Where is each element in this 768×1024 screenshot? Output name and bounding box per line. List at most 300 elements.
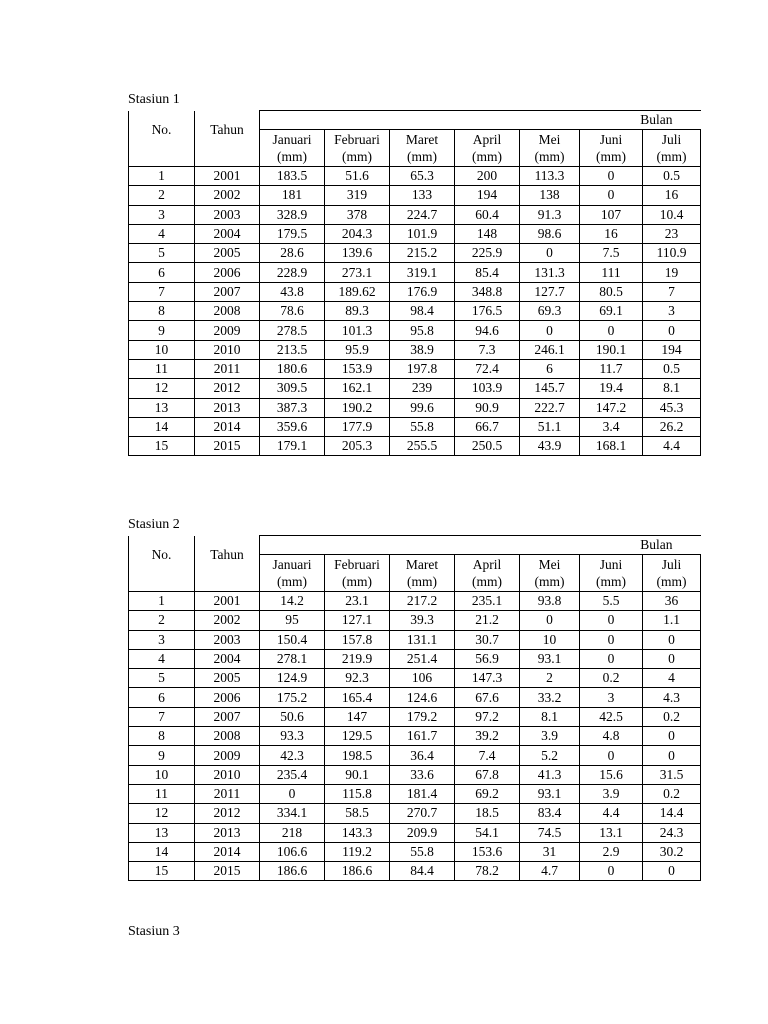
table-row (129, 707, 701, 726)
table-cell: 179.2 (390, 707, 455, 726)
table-cell: 0 (580, 649, 643, 668)
month-name: Maret (405, 132, 439, 147)
table-cell: 58.5 (325, 804, 390, 823)
table-row (129, 340, 701, 359)
table-cell: 78.6 (260, 302, 325, 321)
table-cell: 90.1 (325, 765, 390, 784)
table-cell: 5.2 (520, 746, 580, 765)
table-cell: 165.4 (325, 688, 390, 707)
table-cell: 93.1 (520, 784, 580, 803)
table-cell: 10 (520, 630, 580, 649)
header-no: No. (129, 536, 195, 592)
table-body (129, 167, 701, 456)
table-cell: 56.9 (455, 649, 520, 668)
table-cell: 36.4 (390, 746, 455, 765)
table-cell: 0.5 (643, 359, 701, 378)
table-cell: 2003 (195, 205, 260, 224)
table-cell: 2010 (195, 340, 260, 359)
table-cell: 55.8 (390, 417, 455, 436)
table-cell: 4.3 (643, 688, 701, 707)
table-cell: 7.3 (455, 340, 520, 359)
table-row (129, 437, 701, 456)
table-cell: 153.6 (455, 842, 520, 861)
table-cell: 9 (129, 321, 195, 340)
table-cell: 215.2 (390, 244, 455, 263)
table-cell: 359.6 (260, 417, 325, 436)
table-cell: 194 (643, 340, 701, 359)
table-cell: 33.2 (520, 688, 580, 707)
table-cell: 2011 (195, 784, 260, 803)
table-cell: 113.3 (520, 167, 580, 186)
table-cell: 7 (129, 707, 195, 726)
table-cell: 10 (129, 340, 195, 359)
table-cell: 54.1 (455, 823, 520, 842)
table-cell: 0.2 (643, 707, 701, 726)
table-row (129, 727, 701, 746)
table-cell: 92.3 (325, 669, 390, 688)
table-cell: 0 (643, 649, 701, 668)
table-cell: 14.2 (260, 592, 325, 611)
table-cell: 78.2 (455, 862, 520, 881)
table-cell: 1.1 (643, 611, 701, 630)
table-cell: 147.2 (580, 398, 643, 417)
table-row (129, 765, 701, 784)
table-cell: 12 (129, 804, 195, 823)
table-cell: 204.3 (325, 224, 390, 243)
month-name: April (472, 132, 502, 147)
table-row (129, 823, 701, 842)
table-cell: 23.1 (325, 592, 390, 611)
table-cell: 13 (129, 823, 195, 842)
table-cell: 91.3 (520, 205, 580, 224)
table-cell: 190.1 (580, 340, 643, 359)
table-cell: 115.8 (325, 784, 390, 803)
table-cell: 218 (260, 823, 325, 842)
header-month (643, 130, 701, 167)
table-cell: 2005 (195, 244, 260, 263)
table-cell: 101.3 (325, 321, 390, 340)
table-row (129, 186, 701, 205)
table-cell: 0 (580, 167, 643, 186)
table-cell: 36 (643, 592, 701, 611)
table-cell: 235.4 (260, 765, 325, 784)
table-cell: 124.9 (260, 669, 325, 688)
table-cell: 176.5 (455, 302, 520, 321)
table-row (129, 669, 701, 688)
table-cell: 222.7 (520, 398, 580, 417)
table-cell: 69.2 (455, 784, 520, 803)
table-cell: 2009 (195, 321, 260, 340)
table-row (129, 842, 701, 861)
table-cell: 153.9 (325, 359, 390, 378)
table-cell: 72.4 (455, 359, 520, 378)
table-cell: 4.4 (580, 804, 643, 823)
table-cell: 2001 (195, 167, 260, 186)
table-cell: 0 (643, 321, 701, 340)
table-cell: 181.4 (390, 784, 455, 803)
table-cell: 74.5 (520, 823, 580, 842)
table-row (129, 862, 701, 881)
table-cell: 7 (129, 282, 195, 301)
table-cell: 99.6 (390, 398, 455, 417)
table-cell: 2001 (195, 592, 260, 611)
table-cell: 11 (129, 359, 195, 378)
table-cell: 0 (580, 186, 643, 205)
month-name: Juni (599, 132, 623, 147)
table-cell: 124.6 (390, 688, 455, 707)
table-cell: 378 (325, 205, 390, 224)
table-cell: 11 (129, 784, 195, 803)
table-cell: 9 (129, 746, 195, 765)
table-cell: 348.8 (455, 282, 520, 301)
table-cell: 12 (129, 379, 195, 398)
table-cell: 246.1 (520, 340, 580, 359)
table-cell: 175.2 (260, 688, 325, 707)
table-cell: 127.1 (325, 611, 390, 630)
table-cell: 2008 (195, 302, 260, 321)
table-cell: 0 (520, 321, 580, 340)
header-month (580, 130, 643, 167)
table-cell: 273.1 (325, 263, 390, 282)
table-cell: 2006 (195, 263, 260, 282)
table-cell: 2 (129, 186, 195, 205)
table-cell: 0 (643, 746, 701, 765)
table-cell: 2007 (195, 282, 260, 301)
table-cell: 5.5 (580, 592, 643, 611)
table-cell: 43.9 (520, 437, 580, 456)
table-cell: 97.2 (455, 707, 520, 726)
month-unit: (mm) (656, 574, 687, 589)
table-cell: 42.3 (260, 746, 325, 765)
table-cell: 2012 (195, 379, 260, 398)
table-cell: 180.6 (260, 359, 325, 378)
table-cell: 161.7 (390, 727, 455, 746)
table-row (129, 417, 701, 436)
table-cell: 0 (580, 862, 643, 881)
table-cell: 8.1 (643, 379, 701, 398)
table-cell: 2004 (195, 649, 260, 668)
table-cell: 80.5 (580, 282, 643, 301)
table-cell: 2014 (195, 842, 260, 861)
table-cell: 2002 (195, 186, 260, 205)
table-row (129, 611, 701, 630)
table-cell: 228.9 (260, 263, 325, 282)
month-name: Januari (272, 132, 312, 147)
table-cell: 19 (643, 263, 701, 282)
table-row (129, 321, 701, 340)
table-cell: 2009 (195, 746, 260, 765)
table-cell: 7 (643, 282, 701, 301)
month-name: Februari (334, 132, 380, 147)
table-cell: 21.2 (455, 611, 520, 630)
table-cell: 278.1 (260, 649, 325, 668)
table-row (129, 379, 701, 398)
table-cell: 51.6 (325, 167, 390, 186)
table-cell: 190.2 (325, 398, 390, 417)
header-month (455, 555, 520, 592)
table-cell: 209.9 (390, 823, 455, 842)
table-cell: 0 (260, 784, 325, 803)
table-cell: 2.9 (580, 842, 643, 861)
table-cell: 89.3 (325, 302, 390, 321)
table-cell: 251.4 (390, 649, 455, 668)
header-month (260, 555, 325, 592)
table-cell: 8 (129, 302, 195, 321)
month-unit: (mm) (656, 149, 687, 164)
table-cell: 183.5 (260, 167, 325, 186)
header-month (455, 130, 520, 167)
table-cell: 250.5 (455, 437, 520, 456)
table-cell: 4.8 (580, 727, 643, 746)
table-cell: 95.9 (325, 340, 390, 359)
station-2-section (128, 517, 701, 881)
month-name: Februari (334, 557, 380, 572)
table-row (129, 688, 701, 707)
table-cell: 119.2 (325, 842, 390, 861)
month-name: Januari (272, 557, 312, 572)
table-cell: 0.5 (643, 167, 701, 186)
table-cell: 5 (129, 669, 195, 688)
table-cell: 387.3 (260, 398, 325, 417)
table-cell: 13.1 (580, 823, 643, 842)
month-name: Maret (405, 557, 439, 572)
table-cell: 94.6 (455, 321, 520, 340)
month-name: Juli (661, 557, 682, 572)
station-title: Stasiun 1 (128, 92, 180, 107)
table-cell: 133 (390, 186, 455, 205)
table-cell: 33.6 (390, 765, 455, 784)
table-cell: 177.9 (325, 417, 390, 436)
table-cell: 111 (580, 263, 643, 282)
table-row (129, 630, 701, 649)
table-cell: 0 (643, 727, 701, 746)
table-cell: 129.5 (325, 727, 390, 746)
table-cell: 4.4 (643, 437, 701, 456)
table-cell: 198.5 (325, 746, 390, 765)
table-cell: 217.2 (390, 592, 455, 611)
table-cell: 4 (129, 224, 195, 243)
table-cell: 168.1 (580, 437, 643, 456)
table-cell: 2008 (195, 727, 260, 746)
table-cell: 270.7 (390, 804, 455, 823)
table-cell: 93.3 (260, 727, 325, 746)
table-cell: 239 (390, 379, 455, 398)
table-cell: 179.1 (260, 437, 325, 456)
table-cell: 3 (129, 630, 195, 649)
month-name: Mei (538, 557, 561, 572)
table-cell: 2014 (195, 417, 260, 436)
table-row (129, 205, 701, 224)
table-cell: 0 (520, 611, 580, 630)
table-cell: 15 (129, 862, 195, 881)
table-cell: 309.5 (260, 379, 325, 398)
table-cell: 181 (260, 186, 325, 205)
table-cell: 0 (520, 244, 580, 263)
table-cell: 147 (325, 707, 390, 726)
header-tahun: Tahun (195, 536, 260, 592)
table-cell: 194 (455, 186, 520, 205)
header-no: No. (129, 111, 195, 167)
table-cell: 213.5 (260, 340, 325, 359)
table-cell: 131.1 (390, 630, 455, 649)
table-row (129, 167, 701, 186)
table-row (129, 784, 701, 803)
header-month (580, 555, 643, 592)
table-cell: 51.1 (520, 417, 580, 436)
month-unit: (mm) (472, 574, 502, 589)
table-cell: 93.8 (520, 592, 580, 611)
month-unit: (mm) (596, 149, 626, 164)
table-cell: 131.3 (520, 263, 580, 282)
table-cell: 0 (580, 321, 643, 340)
table-cell: 147.3 (455, 669, 520, 688)
table-row (129, 224, 701, 243)
table-cell: 328.9 (260, 205, 325, 224)
table-cell: 55.8 (390, 842, 455, 861)
header-bulan: Bulan (260, 111, 701, 130)
table-cell: 0 (580, 746, 643, 765)
table-cell: 200 (455, 167, 520, 186)
header-month (520, 555, 580, 592)
table-cell: 2010 (195, 765, 260, 784)
table-cell: 2002 (195, 611, 260, 630)
table-cell: 2013 (195, 398, 260, 417)
table-cell: 16 (580, 224, 643, 243)
month-name: April (472, 557, 502, 572)
table-cell: 50.6 (260, 707, 325, 726)
table-cell: 3.4 (580, 417, 643, 436)
header-month (390, 555, 455, 592)
table-cell: 83.4 (520, 804, 580, 823)
table-row (129, 398, 701, 417)
table-body (129, 592, 701, 881)
month-unit: (mm) (534, 574, 565, 589)
table-cell: 106 (390, 669, 455, 688)
table-cell: 139.6 (325, 244, 390, 263)
table-cell: 4.7 (520, 862, 580, 881)
table-cell: 2005 (195, 669, 260, 688)
table-cell: 28.6 (260, 244, 325, 263)
table-cell: 98.6 (520, 224, 580, 243)
table-cell: 1 (129, 592, 195, 611)
table-cell: 138 (520, 186, 580, 205)
month-name: Mei (538, 132, 561, 147)
table-cell: 3 (643, 302, 701, 321)
station-1-section (128, 92, 701, 456)
table-cell: 26.2 (643, 417, 701, 436)
table-cell: 319 (325, 186, 390, 205)
table-cell: 5 (129, 244, 195, 263)
table-cell: 2011 (195, 359, 260, 378)
table-cell: 179.5 (260, 224, 325, 243)
month-unit: (mm) (407, 149, 437, 164)
table-cell: 224.7 (390, 205, 455, 224)
table-cell: 3.9 (580, 784, 643, 803)
table-cell: 10.4 (643, 205, 701, 224)
table-cell: 45.3 (643, 398, 701, 417)
table-row (129, 804, 701, 823)
table-cell: 43.8 (260, 282, 325, 301)
table-row (129, 746, 701, 765)
table-cell: 176.9 (390, 282, 455, 301)
table-cell: 106.6 (260, 842, 325, 861)
table-cell: 0 (643, 862, 701, 881)
table-cell: 7.4 (455, 746, 520, 765)
station-3-section (128, 924, 180, 940)
table-cell: 3 (580, 688, 643, 707)
header-month (520, 130, 580, 167)
table-row (129, 263, 701, 282)
table-cell: 14 (129, 417, 195, 436)
table-cell: 14 (129, 842, 195, 861)
header-tahun: Tahun (195, 111, 260, 167)
month-unit: (mm) (407, 574, 437, 589)
table-cell: 39.2 (455, 727, 520, 746)
table-row (129, 359, 701, 378)
month-unit: (mm) (472, 149, 502, 164)
table-cell: 157.8 (325, 630, 390, 649)
month-name: Juli (661, 132, 682, 147)
table-cell: 0.2 (643, 784, 701, 803)
table-cell: 7.5 (580, 244, 643, 263)
month-unit: (mm) (596, 574, 626, 589)
month-unit: (mm) (277, 149, 307, 164)
table-cell: 19.4 (580, 379, 643, 398)
table-cell: 319.1 (390, 263, 455, 282)
table-cell: 23 (643, 224, 701, 243)
table-cell: 255.5 (390, 437, 455, 456)
table-cell: 2013 (195, 823, 260, 842)
table-cell: 150.4 (260, 630, 325, 649)
table-cell: 14.4 (643, 804, 701, 823)
table-cell: 69.1 (580, 302, 643, 321)
table-cell: 13 (129, 398, 195, 417)
table-row (129, 282, 701, 301)
table-cell: 24.3 (643, 823, 701, 842)
table-cell: 189.62 (325, 282, 390, 301)
station-title: Stasiun 2 (128, 517, 180, 532)
table-cell: 0 (580, 630, 643, 649)
table-cell: 31.5 (643, 765, 701, 784)
month-unit: (mm) (342, 574, 372, 589)
table-cell: 0 (580, 611, 643, 630)
table-cell: 2006 (195, 688, 260, 707)
table-cell: 85.4 (455, 263, 520, 282)
month-unit: (mm) (277, 574, 307, 589)
table-cell: 0 (643, 630, 701, 649)
table-cell: 3.9 (520, 727, 580, 746)
table-cell: 66.7 (455, 417, 520, 436)
table-cell: 103.9 (455, 379, 520, 398)
station-title: Stasiun 3 (128, 924, 180, 939)
header-month (643, 555, 701, 592)
table-cell: 225.9 (455, 244, 520, 263)
table-cell: 145.7 (520, 379, 580, 398)
table-cell: 98.4 (390, 302, 455, 321)
table-cell: 2015 (195, 437, 260, 456)
table-cell: 8 (129, 727, 195, 746)
table-cell: 4 (643, 669, 701, 688)
table-cell: 6 (129, 263, 195, 282)
table-cell: 69.3 (520, 302, 580, 321)
table-cell: 186.6 (325, 862, 390, 881)
table-cell: 197.8 (390, 359, 455, 378)
table-cell: 15 (129, 437, 195, 456)
table-cell: 1 (129, 167, 195, 186)
table-cell: 127.7 (520, 282, 580, 301)
table-cell: 84.4 (390, 862, 455, 881)
table-cell: 186.6 (260, 862, 325, 881)
